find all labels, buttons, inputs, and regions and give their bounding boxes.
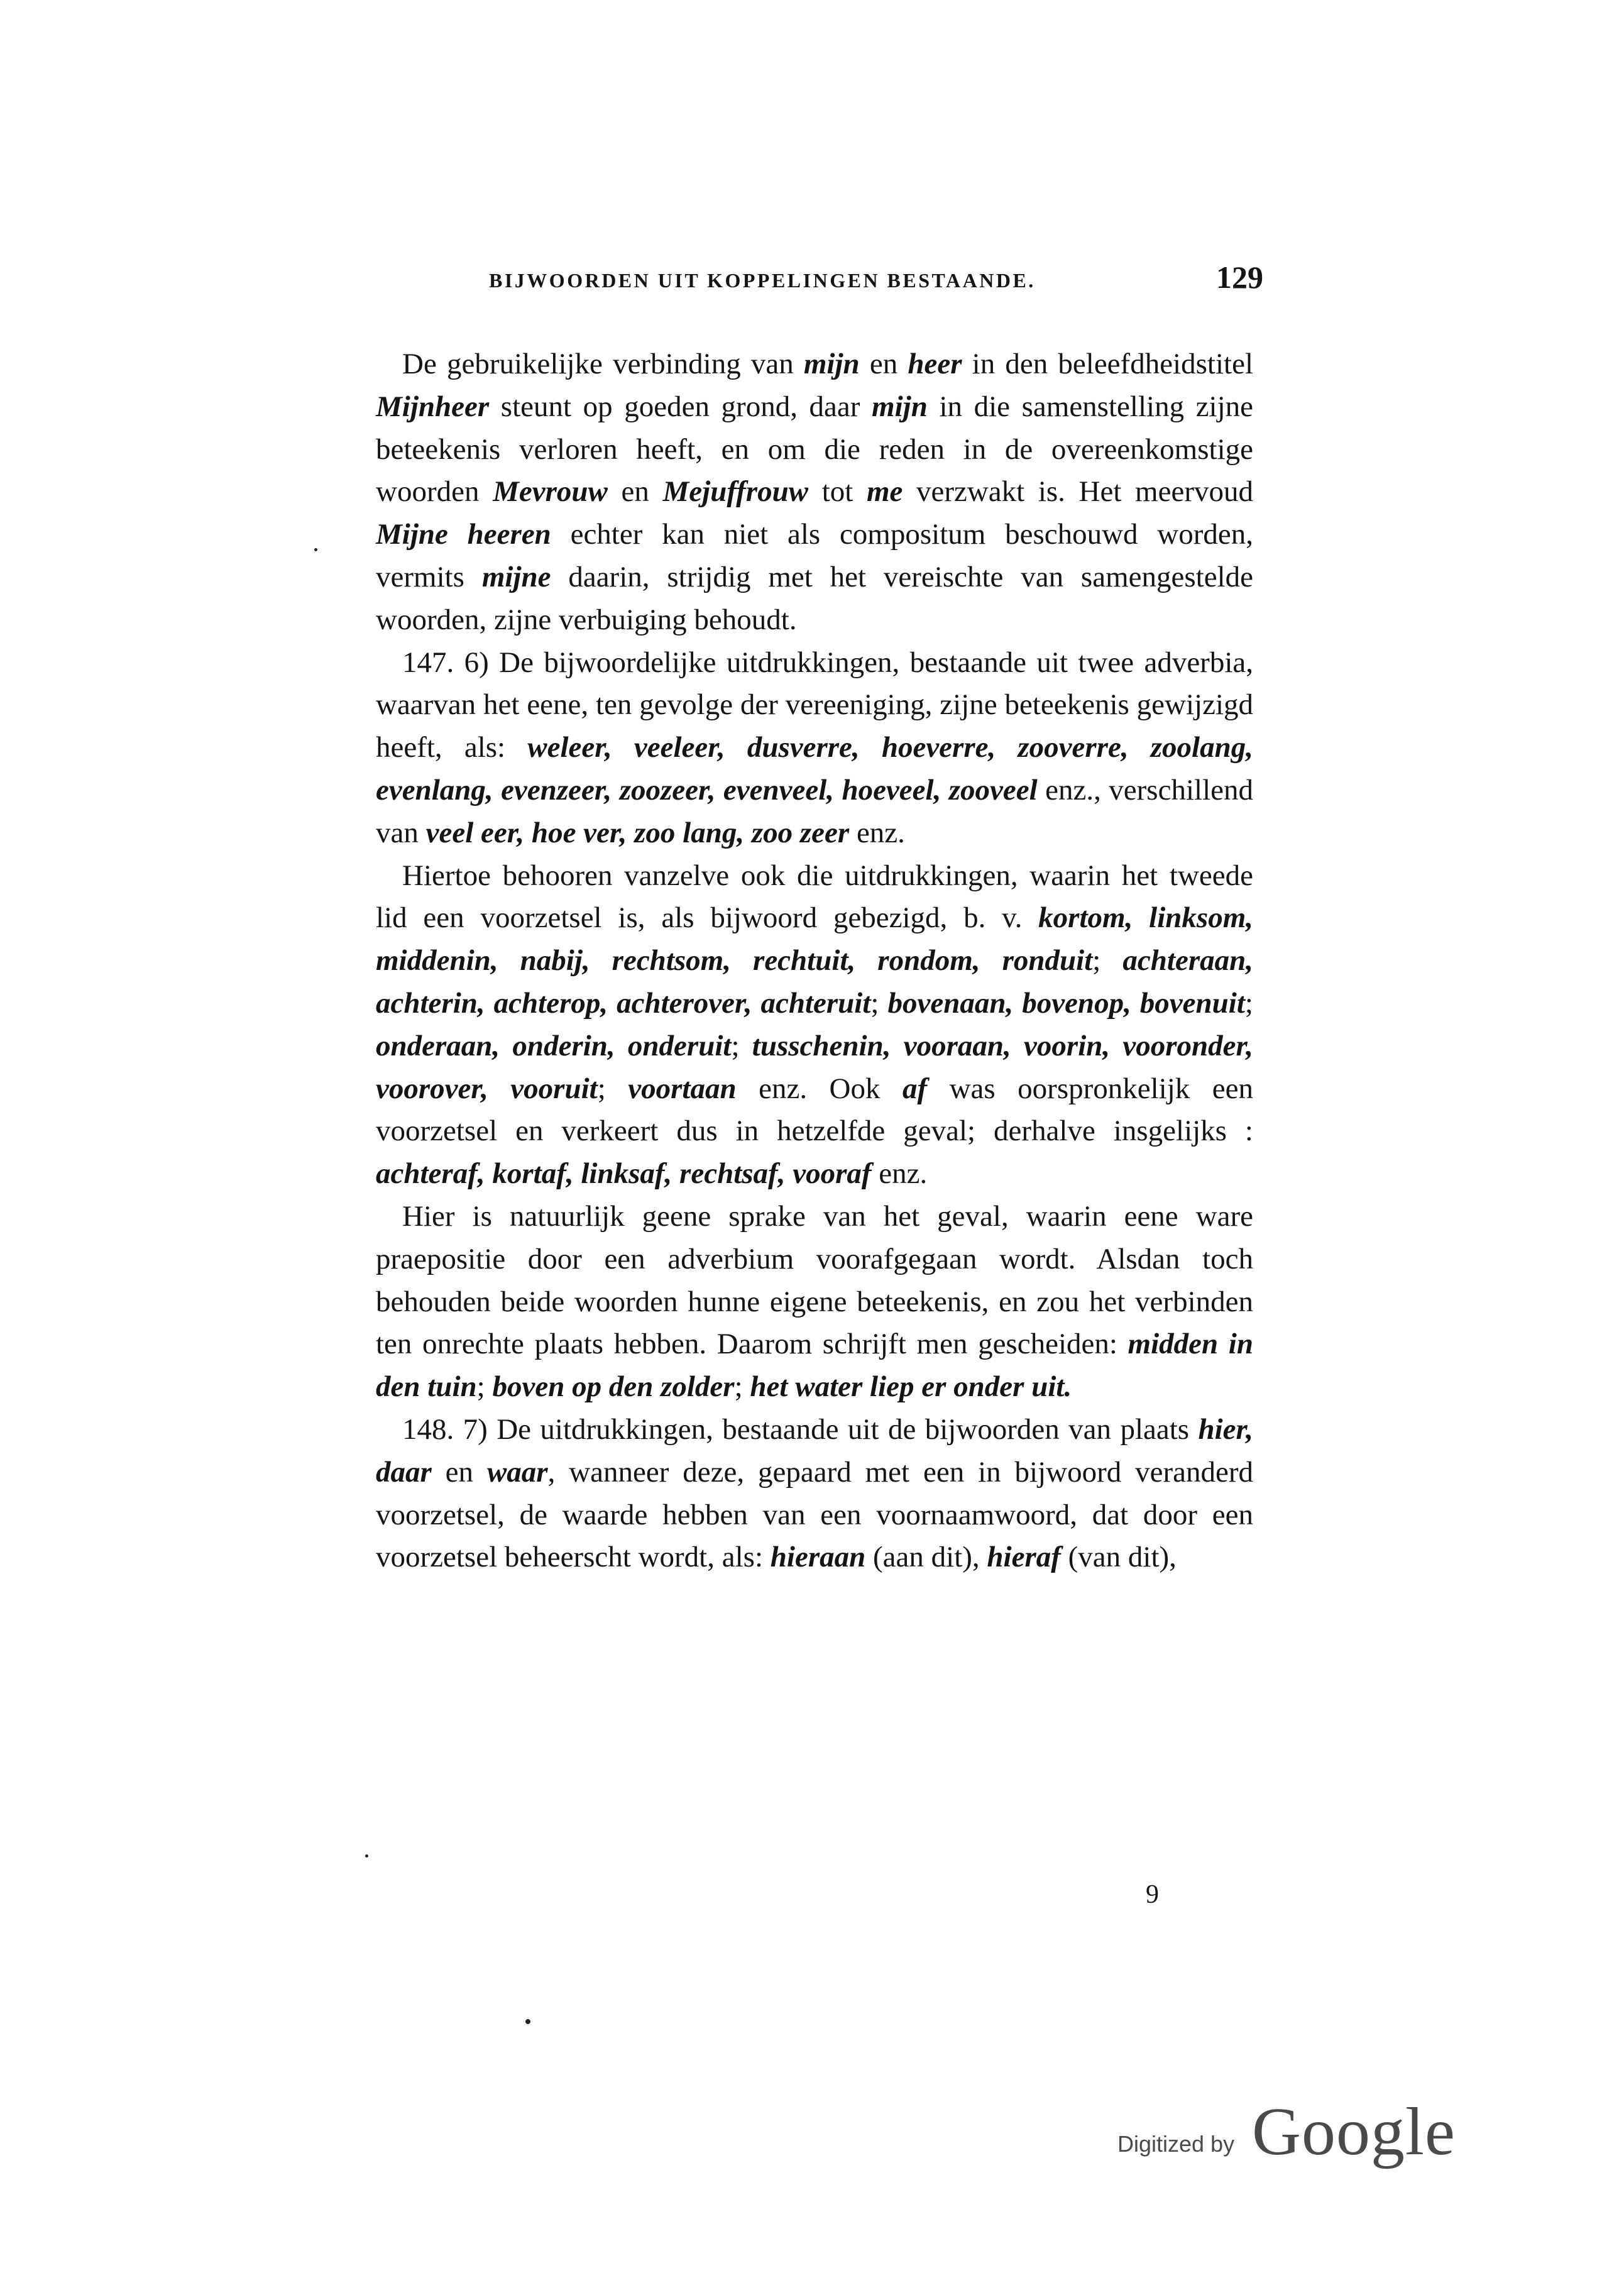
text-run: , wanneer deze, gepaard met een in bijwoord veranderd voorzetsel, de waarde hebben van een voornaamwoord, dat door een voorzetsel beheerscht wordt, als: bbox=[376, 1455, 1253, 1574]
paragraph-mijnheer bbox=[376, 343, 1253, 642]
italic-term: bovenaan, bovenop, bovenuit bbox=[887, 986, 1245, 1020]
paragraph-hiertoe bbox=[376, 855, 1253, 1196]
paragraph-hier-is bbox=[376, 1196, 1253, 1409]
italic-term: boven op den zolder bbox=[492, 1370, 735, 1404]
italic-term: achteraf, kortaf, linksaf, rechtsaf, vooraf bbox=[376, 1157, 872, 1191]
text-run: en bbox=[859, 348, 908, 380]
text-run: ; bbox=[597, 1072, 628, 1105]
italic-term: me bbox=[866, 475, 903, 509]
italic-term: Mejuffrouw bbox=[662, 475, 809, 509]
italic-term: tusschenin, vooraan, voorin, vooronder, voorover, vooruit bbox=[376, 1029, 1253, 1105]
italic-term: mijn bbox=[872, 390, 928, 423]
text-run: en bbox=[607, 475, 663, 509]
paragraph-147 bbox=[376, 642, 1253, 855]
running-title: BIJWOORDEN UIT KOPPELINGEN BESTAANDE. bbox=[489, 269, 1036, 292]
text-run: enz. bbox=[871, 1157, 928, 1191]
italic-term: kortom, linksom, middenin, nabij, rechtsom, rechtuit, rondom, ronduit bbox=[376, 901, 1253, 977]
italic-term: veel eer, hoe ver, zoo lang, zoo zeer bbox=[425, 816, 850, 849]
page-header bbox=[377, 259, 1263, 303]
google-logo: Google bbox=[1252, 2095, 1456, 2169]
text-run: daarin, strijdig met het vereischte van samengestelde woorden, zijne verbuiging behoudt. bbox=[376, 560, 1253, 636]
text-run: in die samenstelling zijne beteekenis verloren heeft, en om die reden in de overeenkomstige woorden bbox=[376, 390, 1253, 509]
text-run: echter kan niet als compositum beschouwd worden, vermits bbox=[376, 518, 1254, 593]
text-run: ; bbox=[1244, 986, 1253, 1020]
text-run: in den beleefdheidstitel bbox=[962, 348, 1253, 380]
google-watermark bbox=[1106, 2093, 1458, 2169]
body-text bbox=[376, 343, 1253, 1579]
scan-speck bbox=[365, 1854, 368, 1858]
italic-term: voortaan bbox=[628, 1072, 737, 1105]
text-run: ; bbox=[870, 986, 888, 1020]
text-run: ; bbox=[731, 1029, 752, 1062]
italic-term: Mevrouw bbox=[493, 475, 608, 509]
text-run: was oorspronkelijk een voorzetsel en verkeert dus in hetzelfde geval; derhalve insgelijks : bbox=[376, 1072, 1253, 1148]
text-run: steunt op goeden grond, daar bbox=[489, 390, 872, 423]
text-run: enz. bbox=[849, 816, 905, 849]
text-run: De gebruikelijke verbinding van bbox=[402, 348, 804, 380]
text-run: (aan dit), bbox=[865, 1541, 987, 1574]
italic-term: achteraan, achterin, achterop, achterover, achteruit bbox=[376, 944, 1254, 1020]
italic-term: hieraf bbox=[987, 1541, 1061, 1574]
digitized-by-label: Digitized by bbox=[1117, 2131, 1235, 2157]
italic-term: waar bbox=[486, 1455, 548, 1489]
italic-term: af bbox=[902, 1072, 928, 1105]
italic-term: heer bbox=[908, 348, 962, 380]
italic-term: mijne bbox=[481, 560, 551, 593]
paragraph-148 bbox=[376, 1409, 1253, 1579]
text-run: en bbox=[431, 1455, 487, 1489]
page-number: 129 bbox=[1216, 260, 1263, 295]
italic-term: het water liep er onder uit. bbox=[750, 1370, 1072, 1404]
text-run: ; bbox=[476, 1370, 493, 1404]
text-run: 148. 7) De uitdrukkingen, bestaande uit de bijwoorden van plaats bbox=[402, 1412, 1199, 1446]
text-run: 147. 6) De bijwoordelijke uitdrukkingen, bestaande uit twee adverbia, waarvan het eene, ten gevolge der vereeniging, zijne beteekenis gewijzigd heeft, als: bbox=[376, 646, 1253, 764]
text-run: tot bbox=[808, 475, 867, 509]
italic-term: mijn bbox=[803, 348, 860, 380]
text-run: verzwakt is. Het meervoud bbox=[903, 475, 1253, 509]
italic-term: Mijnheer bbox=[376, 390, 490, 423]
text-run: ; bbox=[734, 1370, 750, 1404]
italic-term: weleer, veeleer, dusverre, hoeverre, zooverre, zoolang, evenlang, evenzeer, zoozeer, evenveel, hoeveel, zooveel bbox=[376, 731, 1253, 806]
text-run: Hiertoe behooren vanzelve ook die uitdrukkingen, waarin het tweede lid een voorzetsel is, als bijwoord gebezigd, b. v. bbox=[376, 859, 1253, 935]
italic-term: hieraan bbox=[770, 1541, 866, 1574]
signature-mark: 9 bbox=[1146, 1880, 1159, 1909]
text-run: ; bbox=[1092, 944, 1123, 977]
italic-term: onderaan, onderin, onderuit bbox=[376, 1029, 732, 1062]
text-run: Hier is natuurlijk geene sprake van het geval, waarin eene ware praepositie door een adverbium voorafgegaan wordt. Alsdan toch behouden beide woorden hunne eigene beteekenis, en zou het verbinden ten onrechte plaats hebben. Daarom schrijft men gescheiden: bbox=[376, 1199, 1253, 1361]
text-run: (van dit), bbox=[1060, 1541, 1177, 1574]
text-run: enz. Ook bbox=[736, 1072, 903, 1105]
text-run: enz., verschillend van bbox=[376, 773, 1253, 849]
italic-term: hier, daar bbox=[376, 1412, 1253, 1489]
scan-speck bbox=[314, 548, 317, 551]
italic-term: midden in den tuin bbox=[376, 1328, 1253, 1404]
italic-term: Mijne heeren bbox=[376, 518, 551, 551]
scan-speck bbox=[525, 2019, 530, 2024]
